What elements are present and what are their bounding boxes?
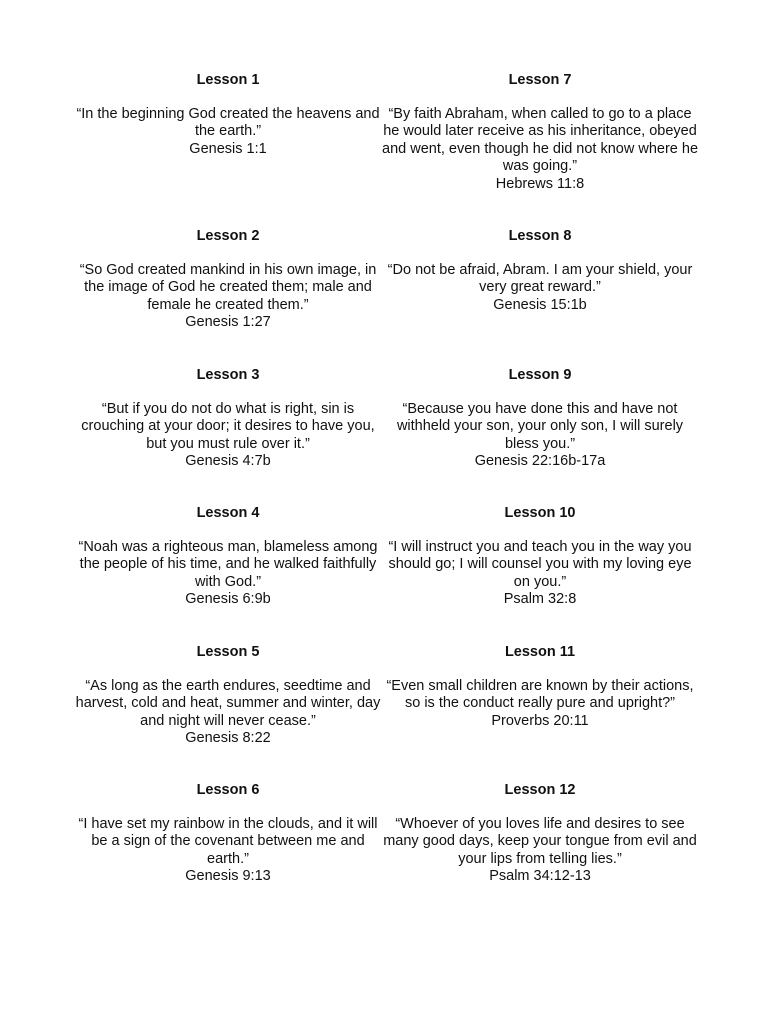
lesson-verse: “By faith Abraham, when called to go to a place he would later receive as his inheritance, obeyed and went, even though he did not know where he was going.” [382, 106, 699, 175]
lesson-title: Lesson 5 [196, 644, 260, 660]
lesson-card-8 [382, 228, 698, 314]
lesson-reference: Psalm 32:8 [503, 591, 577, 608]
lesson-title: Lesson 8 [508, 228, 572, 244]
lesson-reference: Genesis 1:27 [185, 314, 271, 331]
lesson-verse: “I will instruct you and teach you in the way you should go; I will counsel you with my loving eye on you.” [388, 539, 692, 590]
lesson-verse: “I have set my rainbow in the clouds, and it will be a sign of the covenant between me and earth.” [78, 816, 378, 867]
lesson-reference: Genesis 8:22 [185, 730, 271, 747]
lesson-title: Lesson 10 [504, 505, 576, 521]
lesson-card-5 [70, 644, 386, 748]
lesson-card-9 [382, 367, 698, 471]
lesson-reference: Psalm 34:12-13 [489, 868, 591, 885]
lesson-verse: “But if you do not do what is right, sin is crouching at your door; it desires to have you, but you must rule over it.” [81, 401, 375, 452]
lesson-title: Lesson 2 [196, 228, 260, 244]
lesson-reference: Genesis 9:13 [185, 868, 271, 885]
lesson-card-11 [382, 644, 698, 730]
lesson-title: Lesson 11 [504, 644, 576, 660]
lesson-card-12 [382, 782, 698, 886]
lesson-title: Lesson 1 [196, 72, 260, 88]
lesson-title: Lesson 12 [504, 782, 576, 798]
lesson-verse: “So God created mankind in his own image, in the image of God he created them; male and female he created them.” [79, 262, 377, 313]
lesson-title: Lesson 3 [196, 367, 260, 383]
lesson-card-10 [382, 505, 698, 609]
lesson-reference: Proverbs 20:11 [491, 712, 589, 729]
lesson-reference: Genesis 1:1 [189, 140, 267, 157]
lesson-reference: Hebrews 11:8 [495, 175, 585, 192]
lesson-card-6 [70, 782, 386, 886]
lesson-verse: “Do not be afraid, Abram. I am your shield, your very great reward.” [387, 262, 693, 296]
lesson-title: Lesson 9 [508, 367, 572, 383]
lesson-reference: Genesis 6:9b [185, 591, 271, 608]
lesson-title: Lesson 4 [196, 505, 260, 521]
lesson-card-3 [70, 367, 386, 471]
lesson-verse: “Whoever of you loves life and desires to see many good days, keep your tongue from evil and your lips from telling lies.” [383, 816, 697, 867]
lesson-card-4 [70, 505, 386, 609]
lesson-verse: “As long as the earth endures, seedtime and harvest, cold and heat, summer and winter, day and night will never cease.” [75, 678, 381, 729]
lesson-card-7 [382, 72, 698, 193]
lesson-verse: “Noah was a righteous man, blameless among the people of his time, and he walked faithfully with God.” [78, 539, 378, 590]
lesson-verse: “In the beginning God created the heavens and the earth.” [76, 106, 380, 140]
lesson-title: Lesson 6 [196, 782, 260, 798]
lesson-reference: Genesis 15:1b [493, 296, 587, 313]
lesson-reference: Genesis 22:16b-17a [474, 453, 606, 470]
lesson-verse: “Because you have done this and have not withheld your son, your only son, I will surely bless you.” [396, 401, 684, 452]
lesson-title: Lesson 7 [508, 72, 572, 88]
lesson-reference: Genesis 4:7b [185, 453, 271, 470]
lesson-card-1 [70, 72, 386, 158]
lesson-card-2 [70, 228, 386, 332]
lesson-verse: “Even small children are known by their actions, so is the conduct really pure and upright?” [386, 678, 694, 712]
